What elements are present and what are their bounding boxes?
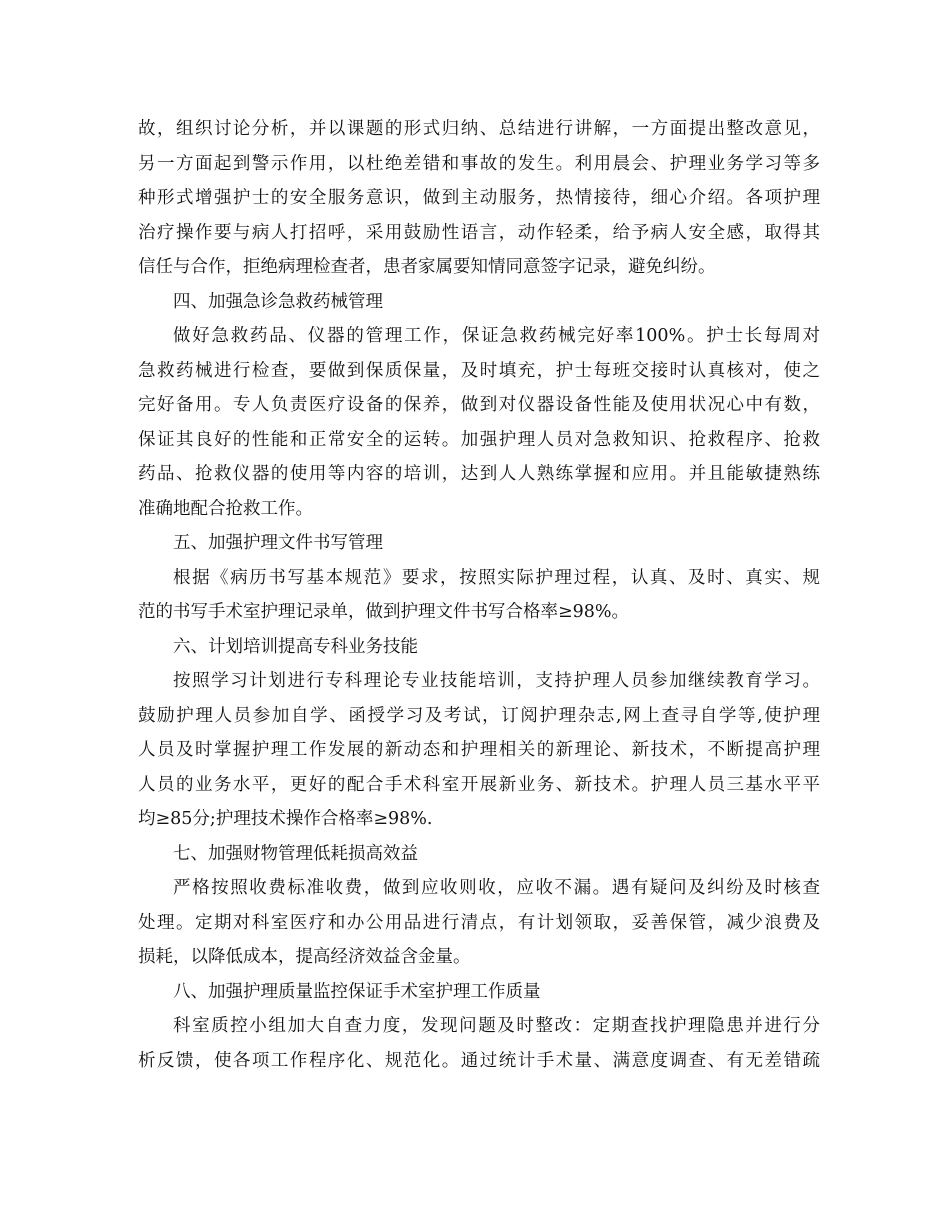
paragraph-line: 急救药械进行检查，要做到保质保量，及时填充，护士每班交接时认真核对，使之 (138, 360, 820, 381)
section-heading: 四、加强急诊急救药械管理 (173, 291, 383, 312)
section-heading: 七、加强财物管理低耗损高效益 (173, 843, 418, 864)
paragraph-line: 根据《病历书写基本规范》要求，按照实际护理过程，认真、及时、真实、规 (173, 567, 820, 588)
paragraph-line: 鼓励护理人员参加自学、函授学习及考试，订阅护理杂志,网上查寻自学等,使护理 (138, 705, 820, 726)
paragraph-line: 范的书写手术室护理记录单，做到护理文件书写合格率≥98%。 (138, 602, 630, 622)
paragraph-line: 严格按照收费标准收费，做到应收则收，应收不漏。遇有疑问及纠纷及时核查 (173, 878, 820, 898)
paragraph-line: 处理。定期对科室医疗和办公用品进行清点，有计划领取，妥善保管，减少浪费及 (138, 912, 820, 933)
section-heading: 八、加强护理质量监控保证手术室护理工作质量 (173, 981, 541, 1002)
section-heading: 六、计划培训提高专科业务技能 (173, 636, 418, 657)
paragraph-line: 按照学习计划进行专科理论专业技能培训，支持护理人员参加继续教育学习。 (173, 671, 820, 691)
paragraph-line: 均≥85分;护理技术操作合格率≥98%. (138, 809, 433, 829)
paragraph-line: 故，组织讨论分析，并以课题的形式归纳、总结进行讲解，一方面提出整改意见， (138, 119, 820, 139)
paragraph-line: 析反馈，使各项工作程序化、规范化。通过统计手术量、满意度调查、有无差错疏 (138, 1050, 820, 1071)
paragraph-line: 治疗操作要与病人打招呼，采用鼓励性语言，动作轻柔，给予病人安全感，取得其 (138, 222, 820, 243)
paragraph-line: 信任与合作，拒绝病理检查者，患者家属要知情同意签字记录，避免纠纷。 (138, 257, 716, 277)
paragraph-line: 人员及时掌握护理工作发展的新动态和护理相关的新理论、新技术，不断提高护理 (138, 740, 820, 760)
paragraph-line: 药品、抢救仪器的使用等内容的培训，达到人人熟练掌握和应用。并且能敏捷熟练 (138, 464, 820, 484)
paragraph-line: 另一方面起到警示作用，以杜绝差错和事故的发生。利用晨会、护理业务学习等多 (138, 153, 820, 174)
paragraph-line: 完好备用。专人负责医疗设备的保养，做到对仪器设备性能及使用状况心中有数， (138, 395, 820, 415)
paragraph-line: 做好急救药品、仪器的管理工作，保证急救药械完好率100%。护士长每周对 (173, 326, 820, 346)
document-body (138, 112, 820, 1078)
paragraph-line: 种形式增强护士的安全服务意识，做到主动服务，热情接待，细心介绍。各项护理 (138, 188, 820, 208)
section-heading: 五、加强护理文件书写管理 (173, 533, 383, 553)
paragraph-line: 准确地配合抢救工作。 (138, 498, 313, 519)
paragraph-line: 科室质控小组加大自查力度，发现问题及时整改：定期查找护理隐患并进行分 (173, 1016, 820, 1036)
paragraph-line: 保证其良好的性能和正常安全的运转。加强护理人员对急救知识、抢救程序、抢救 (138, 429, 820, 450)
paragraph-line: 损耗，以降低成本，提高经济效益含金量。 (138, 947, 471, 967)
paragraph-line: 人员的业务水平，更好的配合手术科室开展新业务、新技术。护理人员三基水平平 (138, 774, 820, 795)
